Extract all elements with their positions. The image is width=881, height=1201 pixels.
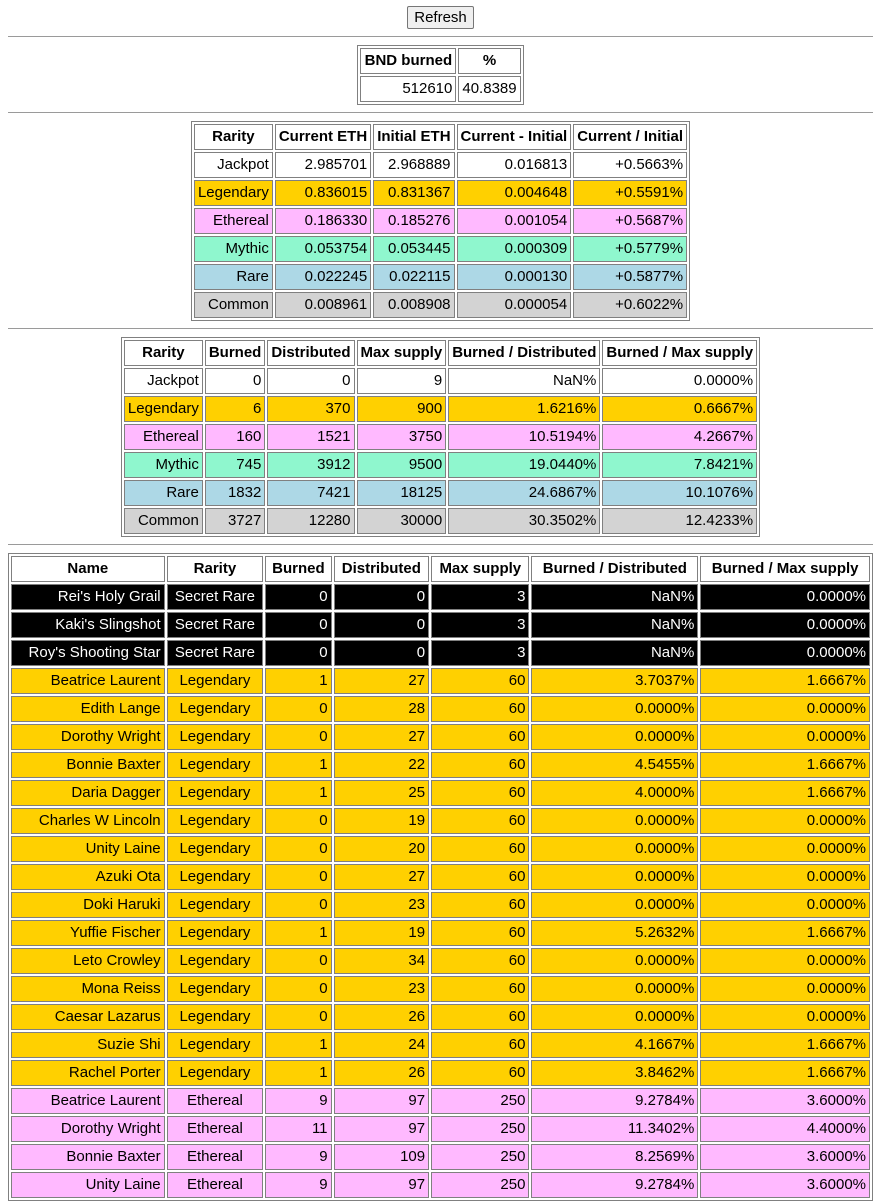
- table-cell: 0: [265, 724, 331, 750]
- table-cell: 1: [265, 780, 331, 806]
- table-cell: 7421: [267, 480, 354, 506]
- table-cell: Unity Laine: [11, 836, 165, 862]
- table-cell: 0.186330: [275, 208, 371, 234]
- table-row: [11, 696, 870, 722]
- table-cell: 26: [334, 1060, 430, 1086]
- table-cell: 250: [431, 1116, 529, 1142]
- table-cell: 30.3502%: [448, 508, 600, 534]
- table-cell: Legendary: [167, 920, 264, 946]
- table-cell: 9.2784%: [531, 1172, 698, 1198]
- table-row: [124, 452, 757, 478]
- table-cell: 1.6667%: [700, 1032, 870, 1058]
- table-cell: 0: [334, 612, 430, 638]
- table-cell: 4.4000%: [700, 1116, 870, 1142]
- table-row: [11, 584, 870, 610]
- table-cell: Legendary: [167, 892, 264, 918]
- table-cell: Legendary: [124, 396, 203, 422]
- table-cell: 0.0000%: [531, 976, 698, 1002]
- table-cell: Mythic: [194, 236, 273, 262]
- table-cell: 0: [334, 584, 430, 610]
- table-cell: 1.6667%: [700, 920, 870, 946]
- table-row: [194, 292, 687, 318]
- table-cell: Ethereal: [124, 424, 203, 450]
- table-cell: Legendary: [167, 696, 264, 722]
- table-cell: 24: [334, 1032, 430, 1058]
- table-cell: Legendary: [167, 724, 264, 750]
- table-cell: 28: [334, 696, 430, 722]
- table-cell: 0: [205, 368, 266, 394]
- table-cell: 4.1667%: [531, 1032, 698, 1058]
- table-cell: 1.6667%: [700, 780, 870, 806]
- table-cell: 0.0000%: [531, 724, 698, 750]
- table-cell: 0.0000%: [531, 836, 698, 862]
- table-cell: 9: [265, 1172, 331, 1198]
- table-cell: 0.185276: [373, 208, 454, 234]
- table-row: [11, 1088, 870, 1114]
- table-cell: 23: [334, 892, 430, 918]
- table-cell: Ethereal: [167, 1172, 264, 1198]
- table-row: [124, 424, 757, 450]
- table-cell: 9: [357, 368, 447, 394]
- table-cell: 12.4233%: [602, 508, 757, 534]
- column-header: Current / Initial: [573, 124, 687, 150]
- table-cell: 3: [431, 584, 529, 610]
- table-cell: +0.5779%: [573, 236, 687, 262]
- table-cell: 1.6667%: [700, 668, 870, 694]
- table-cell: 0: [265, 948, 331, 974]
- table-cell: 0.0000%: [700, 640, 870, 666]
- column-header: Max supply: [357, 340, 447, 366]
- table-cell: 0: [265, 612, 331, 638]
- table-cell: 109: [334, 1144, 430, 1170]
- table-cell: 60: [431, 976, 529, 1002]
- table-row: [11, 836, 870, 862]
- table-cell: Beatrice Laurent: [11, 668, 165, 694]
- table-cell: Daria Dagger: [11, 780, 165, 806]
- table-cell: 26: [334, 1004, 430, 1030]
- table-cell: 0: [265, 836, 331, 862]
- table-cell: 0.0000%: [700, 612, 870, 638]
- table-row: [11, 1032, 870, 1058]
- table-cell: Bonnie Baxter: [11, 1144, 165, 1170]
- column-header: Burned / Max supply: [700, 556, 870, 582]
- table-cell: Mona Reiss: [11, 976, 165, 1002]
- table-cell: +0.5687%: [573, 208, 687, 234]
- table-cell: 0.6667%: [602, 396, 757, 422]
- table-cell: 18125: [357, 480, 447, 506]
- table-cell: +0.5877%: [573, 264, 687, 290]
- table-cell: Legendary: [167, 1060, 264, 1086]
- table-cell: NaN%: [531, 640, 698, 666]
- table-cell: 9.2784%: [531, 1088, 698, 1114]
- table-cell: Suzie Shi: [11, 1032, 165, 1058]
- column-header: Burned / Distributed: [448, 340, 600, 366]
- table-cell: Legendary: [167, 752, 264, 778]
- table-cell: Mythic: [124, 452, 203, 478]
- table-cell: Legendary: [167, 1004, 264, 1030]
- table-cell: 60: [431, 724, 529, 750]
- table-cell: Caesar Lazarus: [11, 1004, 165, 1030]
- table-cell: 4.0000%: [531, 780, 698, 806]
- table-cell: 1.6667%: [700, 1060, 870, 1086]
- column-header: Current - Initial: [457, 124, 572, 150]
- table-cell: Dorothy Wright: [11, 1116, 165, 1142]
- table-cell: Unity Laine: [11, 1172, 165, 1198]
- table-cell: 3.8462%: [531, 1060, 698, 1086]
- table-cell: 2.985701: [275, 152, 371, 178]
- table-cell: 30000: [357, 508, 447, 534]
- table-row: [194, 264, 687, 290]
- table-cell: Rare: [124, 480, 203, 506]
- table-cell: 0.022115: [373, 264, 454, 290]
- table-cell: NaN%: [448, 368, 600, 394]
- cards-table: [8, 553, 873, 1201]
- table-cell: Azuki Ota: [11, 864, 165, 890]
- table-row: [11, 864, 870, 890]
- table-cell: 2.968889: [373, 152, 454, 178]
- table-cell: 1: [265, 920, 331, 946]
- supply-by-rarity-table: [121, 337, 760, 537]
- table-cell: 3: [431, 612, 529, 638]
- table-cell: Legendary: [167, 780, 264, 806]
- table-cell: 0.016813: [457, 152, 572, 178]
- table-row: [11, 976, 870, 1002]
- table-cell: 0.0000%: [700, 836, 870, 862]
- column-header: %: [458, 48, 520, 74]
- table-cell: 1: [265, 1060, 331, 1086]
- table-cell: 0.0000%: [531, 948, 698, 974]
- table-cell: 0.000054: [457, 292, 572, 318]
- table-cell: 0: [265, 864, 331, 890]
- table-cell: 160: [205, 424, 266, 450]
- table-cell: 60: [431, 892, 529, 918]
- table-row: [11, 612, 870, 638]
- table-cell: 8.2569%: [531, 1144, 698, 1170]
- table-cell: 11: [265, 1116, 331, 1142]
- divider: [8, 112, 873, 113]
- table-cell: 19: [334, 920, 430, 946]
- table-cell: 0.004648: [457, 180, 572, 206]
- column-header: Name: [11, 556, 165, 582]
- column-header: Burned: [265, 556, 331, 582]
- table-header-row: [124, 340, 757, 366]
- table-cell: Legendary: [167, 808, 264, 834]
- table-cell: 60: [431, 752, 529, 778]
- table-cell: Legendary: [167, 976, 264, 1002]
- table-cell: 6: [205, 396, 266, 422]
- table-row: [11, 808, 870, 834]
- table-cell: Leto Crowley: [11, 948, 165, 974]
- table-cell: Secret Rare: [167, 612, 264, 638]
- table-cell: 250: [431, 1172, 529, 1198]
- table-cell: 0.0000%: [531, 864, 698, 890]
- table-cell: Legendary: [167, 1032, 264, 1058]
- column-header: Initial ETH: [373, 124, 454, 150]
- bnd-burned-value: 512610: [360, 76, 456, 102]
- table-cell: 24.6867%: [448, 480, 600, 506]
- table-cell: 19.0440%: [448, 452, 600, 478]
- bnd-burned-table: [357, 45, 523, 105]
- table-cell: 60: [431, 696, 529, 722]
- table-cell: 27: [334, 668, 430, 694]
- table-row: [11, 668, 870, 694]
- table-row: [360, 76, 520, 102]
- table-cell: 11.3402%: [531, 1116, 698, 1142]
- table-cell: 0.0000%: [700, 1004, 870, 1030]
- table-row: [11, 948, 870, 974]
- refresh-button[interactable]: Refresh: [407, 6, 474, 29]
- table-cell: 0: [265, 976, 331, 1002]
- table-cell: 60: [431, 808, 529, 834]
- table-row: [11, 1144, 870, 1170]
- table-cell: 60: [431, 1004, 529, 1030]
- column-header: Rarity: [124, 340, 203, 366]
- table-cell: 97: [334, 1172, 430, 1198]
- table-cell: 3.6000%: [700, 1144, 870, 1170]
- table-cell: 0.0000%: [700, 976, 870, 1002]
- table-row: [11, 1172, 870, 1198]
- table-cell: 0: [265, 584, 331, 610]
- table-cell: NaN%: [531, 584, 698, 610]
- table-cell: 370: [267, 396, 354, 422]
- table-cell: Doki Haruki: [11, 892, 165, 918]
- refresh-bar: [8, 6, 873, 29]
- table-cell: Legendary: [167, 668, 264, 694]
- divider: [8, 328, 873, 329]
- column-header: Rarity: [194, 124, 273, 150]
- table-cell: 1832: [205, 480, 266, 506]
- table-cell: Rei's Holy Grail: [11, 584, 165, 610]
- table-row: [11, 1060, 870, 1086]
- table-cell: 3.7037%: [531, 668, 698, 694]
- table-cell: 60: [431, 1060, 529, 1086]
- table-cell: 0.008908: [373, 292, 454, 318]
- table-cell: Ethereal: [167, 1144, 264, 1170]
- table-cell: Common: [194, 292, 273, 318]
- table-cell: Ethereal: [167, 1116, 264, 1142]
- column-header: Burned / Max supply: [602, 340, 757, 366]
- divider: [8, 36, 873, 37]
- table-cell: 60: [431, 1032, 529, 1058]
- table-cell: Charles W Lincoln: [11, 808, 165, 834]
- table-cell: 60: [431, 780, 529, 806]
- table-cell: 250: [431, 1144, 529, 1170]
- table-cell: Legendary: [167, 948, 264, 974]
- table-cell: Dorothy Wright: [11, 724, 165, 750]
- table-cell: 34: [334, 948, 430, 974]
- table-row: [194, 236, 687, 262]
- table-cell: 0: [265, 892, 331, 918]
- table-cell: 97: [334, 1116, 430, 1142]
- table-cell: 1521: [267, 424, 354, 450]
- table-row: [11, 920, 870, 946]
- table-cell: Yuffie Fischer: [11, 920, 165, 946]
- column-header: Distributed: [334, 556, 430, 582]
- table-header-row: [194, 124, 687, 150]
- table-cell: 9: [265, 1144, 331, 1170]
- table-cell: 0.001054: [457, 208, 572, 234]
- table-cell: 1.6667%: [700, 752, 870, 778]
- table-row: [124, 368, 757, 394]
- table-cell: +0.6022%: [573, 292, 687, 318]
- table-cell: Common: [124, 508, 203, 534]
- table-cell: 0.0000%: [700, 864, 870, 890]
- table-row: [194, 208, 687, 234]
- table-cell: 0.0000%: [700, 696, 870, 722]
- column-header: Distributed: [267, 340, 354, 366]
- table-cell: 60: [431, 864, 529, 890]
- table-cell: 10.1076%: [602, 480, 757, 506]
- table-cell: 4.2667%: [602, 424, 757, 450]
- table-cell: +0.5663%: [573, 152, 687, 178]
- table-cell: 1.6216%: [448, 396, 600, 422]
- column-header: BND burned: [360, 48, 456, 74]
- table-cell: 3.6000%: [700, 1088, 870, 1114]
- table-cell: 0.831367: [373, 180, 454, 206]
- table-cell: 9500: [357, 452, 447, 478]
- table-cell: 3727: [205, 508, 266, 534]
- table-row: [11, 724, 870, 750]
- table-cell: Secret Rare: [167, 640, 264, 666]
- table-cell: Legendary: [194, 180, 273, 206]
- table-row: [124, 396, 757, 422]
- table-cell: 0: [265, 1004, 331, 1030]
- table-row: [11, 1004, 870, 1030]
- table-cell: 3912: [267, 452, 354, 478]
- table-cell: 19: [334, 808, 430, 834]
- column-header: Max supply: [431, 556, 529, 582]
- table-row: [11, 640, 870, 666]
- table-cell: 9: [265, 1088, 331, 1114]
- table-cell: 60: [431, 948, 529, 974]
- table-cell: 3: [431, 640, 529, 666]
- table-cell: Legendary: [167, 836, 264, 862]
- table-cell: Rachel Porter: [11, 1060, 165, 1086]
- column-header: Burned / Distributed: [531, 556, 698, 582]
- table-cell: 0.0000%: [602, 368, 757, 394]
- table-cell: 22: [334, 752, 430, 778]
- table-cell: 7.8421%: [602, 452, 757, 478]
- table-cell: 1: [265, 752, 331, 778]
- table-cell: Bonnie Baxter: [11, 752, 165, 778]
- table-cell: 0.0000%: [700, 892, 870, 918]
- table-cell: 20: [334, 836, 430, 862]
- table-cell: 1: [265, 1032, 331, 1058]
- table-header-row: [11, 556, 870, 582]
- table-cell: Edith Lange: [11, 696, 165, 722]
- table-cell: 0.0000%: [531, 1004, 698, 1030]
- table-cell: Beatrice Laurent: [11, 1088, 165, 1114]
- table-cell: 23: [334, 976, 430, 1002]
- table-cell: 0.0000%: [531, 892, 698, 918]
- bnd-burned-percent: 40.8389: [458, 76, 520, 102]
- eth-by-rarity-table: [191, 121, 690, 321]
- table-cell: 12280: [267, 508, 354, 534]
- column-header: Burned: [205, 340, 266, 366]
- table-cell: 0.836015: [275, 180, 371, 206]
- table-cell: 60: [431, 668, 529, 694]
- table-cell: 0.000130: [457, 264, 572, 290]
- table-cell: Jackpot: [194, 152, 273, 178]
- table-cell: 0.0000%: [531, 696, 698, 722]
- column-header: Rarity: [167, 556, 264, 582]
- table-cell: Kaki's Slingshot: [11, 612, 165, 638]
- table-cell: 0.0000%: [700, 584, 870, 610]
- table-cell: 3750: [357, 424, 447, 450]
- table-row: [11, 780, 870, 806]
- table-row: [11, 752, 870, 778]
- table-cell: 900: [357, 396, 447, 422]
- table-row: [194, 180, 687, 206]
- table-cell: 0.0000%: [531, 808, 698, 834]
- table-cell: Secret Rare: [167, 584, 264, 610]
- table-cell: Roy's Shooting Star: [11, 640, 165, 666]
- table-cell: 10.5194%: [448, 424, 600, 450]
- table-row: [124, 480, 757, 506]
- table-cell: 745: [205, 452, 266, 478]
- table-cell: 5.2632%: [531, 920, 698, 946]
- table-cell: 1: [265, 668, 331, 694]
- table-row: [11, 1116, 870, 1142]
- table-cell: 3.6000%: [700, 1172, 870, 1198]
- table-cell: 0.000309: [457, 236, 572, 262]
- table-cell: 60: [431, 920, 529, 946]
- column-header: Current ETH: [275, 124, 371, 150]
- table-cell: 0.053445: [373, 236, 454, 262]
- table-row: [124, 508, 757, 534]
- table-cell: 25: [334, 780, 430, 806]
- table-cell: 0: [334, 640, 430, 666]
- table-cell: 0.008961: [275, 292, 371, 318]
- table-cell: Ethereal: [194, 208, 273, 234]
- table-cell: 4.5455%: [531, 752, 698, 778]
- table-cell: NaN%: [531, 612, 698, 638]
- table-cell: 0: [265, 696, 331, 722]
- table-cell: 0: [265, 640, 331, 666]
- table-cell: 0: [267, 368, 354, 394]
- table-cell: 0.0000%: [700, 724, 870, 750]
- table-header-row: [360, 48, 520, 74]
- table-cell: Jackpot: [124, 368, 203, 394]
- table-row: [194, 152, 687, 178]
- table-cell: Ethereal: [167, 1088, 264, 1114]
- table-cell: 60: [431, 836, 529, 862]
- table-cell: 0.0000%: [700, 948, 870, 974]
- table-cell: 27: [334, 864, 430, 890]
- table-cell: Rare: [194, 264, 273, 290]
- table-cell: 250: [431, 1088, 529, 1114]
- table-cell: 0.0000%: [700, 808, 870, 834]
- table-cell: 0.053754: [275, 236, 371, 262]
- table-cell: 0: [265, 808, 331, 834]
- table-cell: Legendary: [167, 864, 264, 890]
- table-cell: 0.022245: [275, 264, 371, 290]
- divider: [8, 544, 873, 545]
- table-row: [11, 892, 870, 918]
- table-cell: +0.5591%: [573, 180, 687, 206]
- table-cell: 97: [334, 1088, 430, 1114]
- table-cell: 27: [334, 724, 430, 750]
